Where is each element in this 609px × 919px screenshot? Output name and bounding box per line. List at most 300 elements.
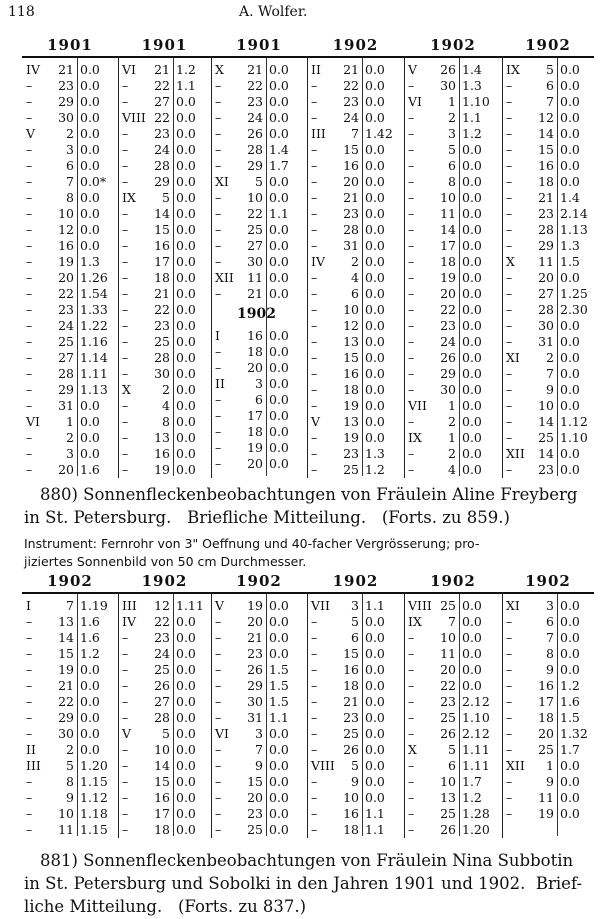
- value-cell: 0.0: [365, 190, 385, 205]
- value-cell: 0.0: [176, 174, 196, 189]
- value-separator: [362, 594, 363, 836]
- value-cell: 0.0: [560, 158, 580, 173]
- value-cell: 0.0: [462, 366, 482, 381]
- month-cell: –: [26, 678, 33, 693]
- day-cell: 10: [154, 742, 170, 757]
- value-cell: 0.0: [176, 774, 196, 789]
- day-cell: 23: [538, 206, 554, 221]
- month-cell: X: [506, 254, 515, 269]
- month-cell: –: [506, 694, 513, 709]
- day-cell: 13: [343, 334, 359, 349]
- month-cell: –: [506, 742, 513, 757]
- month-cell: –: [408, 158, 415, 173]
- value-cell: 0.0: [462, 142, 482, 157]
- month-cell: –: [215, 94, 222, 109]
- day-cell: 10: [247, 190, 263, 205]
- month-cell: –: [215, 742, 222, 757]
- month-cell: –: [408, 774, 415, 789]
- value-cell: 0.0: [176, 254, 196, 269]
- day-cell: 12: [58, 222, 74, 237]
- month-cell: –: [408, 710, 415, 725]
- month-cell: –: [215, 392, 222, 407]
- value-cell: 0.0: [462, 382, 482, 397]
- month-cell: –: [408, 110, 415, 125]
- value-cell: 1.1: [365, 806, 385, 821]
- day-cell: 5: [448, 142, 456, 157]
- month-cell: –: [215, 822, 222, 837]
- day-cell: 7: [255, 742, 263, 757]
- month-cell: –: [122, 806, 129, 821]
- value-cell: 0.0: [176, 158, 196, 173]
- month-cell: –: [311, 174, 318, 189]
- day-cell: 21: [343, 190, 359, 205]
- day-cell: 16: [343, 806, 359, 821]
- month-cell: –: [26, 94, 33, 109]
- month-cell: –: [122, 334, 129, 349]
- value-cell: 0.0: [560, 62, 580, 77]
- month-cell: –: [311, 398, 318, 413]
- month-cell: –: [311, 366, 318, 381]
- value-cell: 0.0: [176, 286, 196, 301]
- month-cell: –: [311, 694, 318, 709]
- day-cell: 22: [154, 302, 170, 317]
- value-cell: 0.0: [269, 360, 289, 375]
- day-cell: 18: [343, 382, 359, 397]
- day-cell: 10: [58, 806, 74, 821]
- month-cell: II: [311, 62, 321, 77]
- column-separator: [404, 56, 405, 478]
- month-cell: –: [215, 614, 222, 629]
- month-cell: –: [408, 318, 415, 333]
- day-cell: 6: [546, 614, 554, 629]
- day-cell: 28: [343, 222, 359, 237]
- day-cell: 11: [58, 822, 74, 837]
- day-cell: 7: [546, 630, 554, 645]
- day-cell: 30: [247, 254, 263, 269]
- month-cell: –: [122, 206, 129, 221]
- value-cell: 0.0: [560, 774, 580, 789]
- value-cell: 1.15: [80, 774, 108, 789]
- value-cell: 0.0: [365, 174, 385, 189]
- month-cell: –: [215, 630, 222, 645]
- day-cell: 4: [162, 398, 170, 413]
- month-cell: –: [506, 318, 513, 333]
- value-cell: 0.0: [462, 630, 482, 645]
- month-cell: –: [26, 694, 33, 709]
- month-cell: –: [506, 238, 513, 253]
- year-header: 1902: [332, 36, 379, 54]
- value-cell: 0.0: [269, 62, 289, 77]
- value-cell: 1.1: [365, 822, 385, 837]
- value-cell: 0.0: [365, 318, 385, 333]
- year-header: 1902: [430, 36, 476, 54]
- value-cell: 0.0: [269, 174, 289, 189]
- month-cell: –: [26, 726, 33, 741]
- value-cell: 0.0: [365, 62, 385, 77]
- day-cell: 7: [546, 366, 554, 381]
- month-cell: –: [122, 790, 129, 805]
- day-cell: 12: [343, 318, 359, 333]
- day-cell: 16: [58, 238, 74, 253]
- day-cell: 20: [247, 456, 263, 471]
- value-cell: 0.0: [176, 662, 196, 677]
- section-880-line-2: in St. Petersburg. Briefliche Mitteilung. (Forts. zu 859.): [24, 508, 510, 527]
- value-separator: [173, 594, 174, 836]
- month-cell: –: [506, 662, 513, 677]
- column-separator: [307, 56, 308, 478]
- month-cell: –: [506, 158, 513, 173]
- day-cell: 28: [58, 366, 74, 381]
- day-cell: 18: [440, 254, 456, 269]
- value-cell: 1.5: [269, 694, 289, 709]
- day-cell: 3: [351, 598, 359, 613]
- month-cell: XII: [506, 758, 525, 773]
- value-cell: 0.0: [560, 126, 580, 141]
- month-cell: –: [26, 366, 33, 381]
- day-cell: 19: [247, 598, 263, 613]
- month-cell: –: [122, 822, 129, 837]
- month-cell: XI: [506, 350, 520, 365]
- month-cell: –: [215, 344, 222, 359]
- value-cell: 0.0: [560, 646, 580, 661]
- value-cell: 0.0: [365, 758, 385, 773]
- month-cell: I: [215, 328, 220, 343]
- month-cell: –: [215, 110, 222, 125]
- value-cell: 0.0: [269, 110, 289, 125]
- month-cell: –: [408, 270, 415, 285]
- day-cell: 21: [538, 190, 554, 205]
- day-cell: 6: [448, 158, 456, 173]
- month-cell: X: [122, 382, 131, 397]
- day-cell: 21: [58, 678, 74, 693]
- day-cell: 26: [247, 662, 263, 677]
- value-cell: 0.0: [365, 398, 385, 413]
- day-cell: 20: [58, 462, 74, 477]
- value-cell: 0.0: [462, 430, 482, 445]
- month-cell: –: [311, 190, 318, 205]
- month-cell: –: [506, 334, 513, 349]
- value-cell: 0.0: [176, 726, 196, 741]
- value-cell: 0.0: [462, 398, 482, 413]
- month-cell: VII: [311, 598, 330, 613]
- day-cell: 16: [154, 446, 170, 461]
- value-cell: 0.0: [560, 350, 580, 365]
- month-cell: –: [26, 462, 33, 477]
- month-cell: –: [408, 78, 415, 93]
- observation-table-2: [22, 572, 594, 837]
- day-cell: 20: [343, 174, 359, 189]
- value-cell: 1.20: [462, 822, 490, 837]
- month-cell: –: [311, 142, 318, 157]
- month-cell: –: [26, 822, 33, 837]
- day-cell: 31: [58, 398, 74, 413]
- value-cell: 0.0: [365, 774, 385, 789]
- value-cell: 1.12: [80, 790, 108, 805]
- day-cell: 20: [58, 270, 74, 285]
- month-cell: I: [26, 598, 31, 613]
- day-cell: 16: [154, 790, 170, 805]
- day-cell: 5: [162, 726, 170, 741]
- value-cell: 1.32: [560, 726, 588, 741]
- value-cell: 0.0: [560, 446, 580, 461]
- day-cell: 15: [343, 142, 359, 157]
- day-cell: 3: [255, 376, 263, 391]
- month-cell: –: [408, 646, 415, 661]
- value-cell: 1.3: [462, 78, 482, 93]
- value-cell: 0.0: [176, 142, 196, 157]
- month-cell: –: [26, 158, 33, 173]
- day-cell: 8: [66, 190, 74, 205]
- value-cell: 1.25: [560, 286, 588, 301]
- value-cell: 0.0: [560, 598, 580, 613]
- month-cell: XI: [506, 598, 520, 613]
- day-cell: 31: [247, 710, 263, 725]
- month-cell: –: [506, 190, 513, 205]
- day-cell: 28: [154, 158, 170, 173]
- value-cell: 1.1: [269, 206, 289, 221]
- value-cell: 0.0: [80, 94, 100, 109]
- value-cell: 0.0: [269, 456, 289, 471]
- value-cell: 0.0: [365, 302, 385, 317]
- day-cell: 18: [154, 270, 170, 285]
- day-cell: 5: [448, 742, 456, 757]
- month-cell: –: [311, 350, 318, 365]
- day-cell: 2: [546, 350, 554, 365]
- month-cell: –: [215, 222, 222, 237]
- value-separator: [459, 58, 460, 476]
- value-cell: 0.0: [176, 238, 196, 253]
- month-cell: V: [311, 414, 321, 429]
- value-separator: [362, 58, 363, 476]
- value-cell: 1.6: [80, 462, 100, 477]
- day-cell: 20: [440, 286, 456, 301]
- month-cell: –: [506, 78, 513, 93]
- month-cell: –: [26, 78, 33, 93]
- day-cell: 27: [58, 350, 74, 365]
- day-cell: 2: [66, 430, 74, 445]
- month-cell: –: [122, 270, 129, 285]
- month-cell: –: [26, 190, 33, 205]
- month-cell: –: [506, 630, 513, 645]
- month-cell: –: [215, 440, 222, 455]
- value-cell: 0.0: [80, 414, 100, 429]
- day-cell: 13: [343, 414, 359, 429]
- month-cell: –: [408, 174, 415, 189]
- value-cell: 0.0: [560, 758, 580, 773]
- day-cell: 7: [66, 174, 74, 189]
- month-cell: –: [408, 382, 415, 397]
- day-cell: 20: [247, 790, 263, 805]
- value-cell: 0.0: [176, 446, 196, 461]
- day-cell: 28: [154, 350, 170, 365]
- day-cell: 26: [154, 678, 170, 693]
- day-cell: 29: [58, 382, 74, 397]
- day-cell: 5: [351, 614, 359, 629]
- day-cell: 24: [154, 646, 170, 661]
- month-cell: –: [26, 270, 33, 285]
- month-cell: –: [506, 206, 513, 221]
- value-cell: 0.0: [269, 790, 289, 805]
- month-cell: –: [506, 414, 513, 429]
- month-cell: IX: [122, 190, 136, 205]
- value-cell: 0.0: [462, 174, 482, 189]
- value-cell: 0.0: [80, 222, 100, 237]
- day-cell: 23: [343, 206, 359, 221]
- day-cell: 19: [343, 398, 359, 413]
- day-cell: 30: [58, 110, 74, 125]
- value-cell: 0.0: [80, 678, 100, 693]
- month-cell: –: [215, 790, 222, 805]
- day-cell: 18: [343, 678, 359, 693]
- month-cell: –: [408, 254, 415, 269]
- value-cell: 0.0: [176, 318, 196, 333]
- value-cell: 0.0: [560, 790, 580, 805]
- month-cell: –: [311, 158, 318, 173]
- value-cell: 0.0*: [80, 174, 107, 189]
- day-cell: 29: [538, 238, 554, 253]
- month-cell: VIII: [122, 110, 146, 125]
- month-cell: –: [26, 630, 33, 645]
- value-cell: 0.0: [176, 614, 196, 629]
- month-cell: –: [311, 206, 318, 221]
- month-cell: –: [506, 726, 513, 741]
- value-cell: 1.10: [560, 430, 588, 445]
- month-cell: –: [122, 78, 129, 93]
- month-cell: –: [122, 318, 129, 333]
- value-cell: 0.0: [269, 758, 289, 773]
- day-cell: 9: [546, 382, 554, 397]
- value-cell: 0.0: [560, 318, 580, 333]
- month-cell: V: [26, 126, 36, 141]
- year-header: 1902: [332, 572, 379, 590]
- month-cell: –: [215, 662, 222, 677]
- value-cell: 1.2: [365, 462, 385, 477]
- day-cell: 25: [247, 222, 263, 237]
- day-cell: 18: [343, 822, 359, 837]
- month-cell: –: [506, 462, 513, 477]
- month-cell: –: [26, 446, 33, 461]
- value-cell: 0.0: [365, 238, 385, 253]
- month-cell: –: [506, 174, 513, 189]
- day-cell: 25: [538, 742, 554, 757]
- value-cell: 1.1: [462, 110, 482, 125]
- month-cell: –: [26, 302, 33, 317]
- value-cell: 0.0: [560, 662, 580, 677]
- month-cell: –: [311, 662, 318, 677]
- month-cell: –: [311, 774, 318, 789]
- month-cell: –: [408, 350, 415, 365]
- day-cell: 23: [343, 446, 359, 461]
- month-cell: –: [26, 142, 33, 157]
- day-cell: 1: [448, 94, 456, 109]
- month-cell: –: [408, 334, 415, 349]
- section-881-line-2: in St. Petersburg und Sobolki in den Jahren 1901 und 1902. Brief-: [24, 874, 583, 893]
- day-cell: 25: [343, 462, 359, 477]
- day-cell: 23: [440, 694, 456, 709]
- value-cell: 0.0: [269, 424, 289, 439]
- day-cell: 10: [538, 398, 554, 413]
- value-cell: 0.0: [462, 614, 482, 629]
- value-cell: 0.0: [269, 806, 289, 821]
- day-cell: 22: [58, 286, 74, 301]
- sub-year-header: 1902: [237, 306, 276, 322]
- month-cell: –: [122, 430, 129, 445]
- day-cell: 10: [440, 774, 456, 789]
- day-cell: 21: [154, 62, 170, 77]
- month-cell: –: [215, 254, 222, 269]
- value-cell: 0.0: [560, 630, 580, 645]
- month-cell: –: [311, 302, 318, 317]
- value-cell: 0.0: [365, 286, 385, 301]
- day-cell: 20: [538, 726, 554, 741]
- day-cell: 11: [440, 206, 456, 221]
- value-cell: 0.0: [269, 646, 289, 661]
- month-cell: –: [215, 158, 222, 173]
- value-cell: 0.0: [560, 78, 580, 93]
- value-cell: 1.10: [462, 710, 490, 725]
- day-cell: 24: [440, 334, 456, 349]
- day-cell: 28: [538, 302, 554, 317]
- value-cell: 1.4: [560, 190, 580, 205]
- year-header: 1901: [141, 36, 188, 54]
- day-cell: 6: [255, 392, 263, 407]
- value-cell: 0.0: [462, 206, 482, 221]
- day-cell: 14: [538, 126, 554, 141]
- day-cell: 6: [66, 158, 74, 173]
- month-cell: –: [122, 446, 129, 461]
- value-cell: 0.0: [365, 206, 385, 221]
- day-cell: 21: [154, 286, 170, 301]
- month-cell: –: [408, 206, 415, 221]
- day-cell: 16: [538, 678, 554, 693]
- value-cell: 1.22: [80, 318, 108, 333]
- month-cell: –: [26, 110, 33, 125]
- day-cell: 15: [343, 646, 359, 661]
- month-cell: –: [215, 774, 222, 789]
- month-cell: V: [215, 598, 225, 613]
- value-cell: 1.33: [80, 302, 108, 317]
- day-cell: 24: [154, 142, 170, 157]
- value-cell: 0.0: [365, 742, 385, 757]
- month-cell: –: [311, 94, 318, 109]
- day-cell: 26: [247, 126, 263, 141]
- month-cell: –: [506, 710, 513, 725]
- value-cell: 0.0: [462, 286, 482, 301]
- value-cell: 1.3: [560, 238, 580, 253]
- month-cell: –: [122, 350, 129, 365]
- value-cell: 0.0: [462, 254, 482, 269]
- value-cell: 0.0: [269, 94, 289, 109]
- month-cell: –: [408, 126, 415, 141]
- value-cell: 0.0: [560, 334, 580, 349]
- value-separator: [266, 58, 267, 476]
- value-cell: 0.0: [269, 598, 289, 613]
- value-cell: 1.2: [560, 678, 580, 693]
- month-cell: VI: [215, 726, 229, 741]
- day-cell: 8: [448, 174, 456, 189]
- value-cell: 0.0: [176, 350, 196, 365]
- value-cell: 0.0: [80, 110, 100, 125]
- value-cell: 0.0: [269, 328, 289, 343]
- value-cell: 2.30: [560, 302, 588, 317]
- day-cell: 23: [154, 630, 170, 645]
- month-cell: –: [311, 222, 318, 237]
- day-cell: 5: [162, 190, 170, 205]
- value-cell: 0.0: [365, 726, 385, 741]
- value-cell: 0.0: [365, 350, 385, 365]
- year-header: 1902: [525, 36, 571, 54]
- day-cell: 31: [343, 238, 359, 253]
